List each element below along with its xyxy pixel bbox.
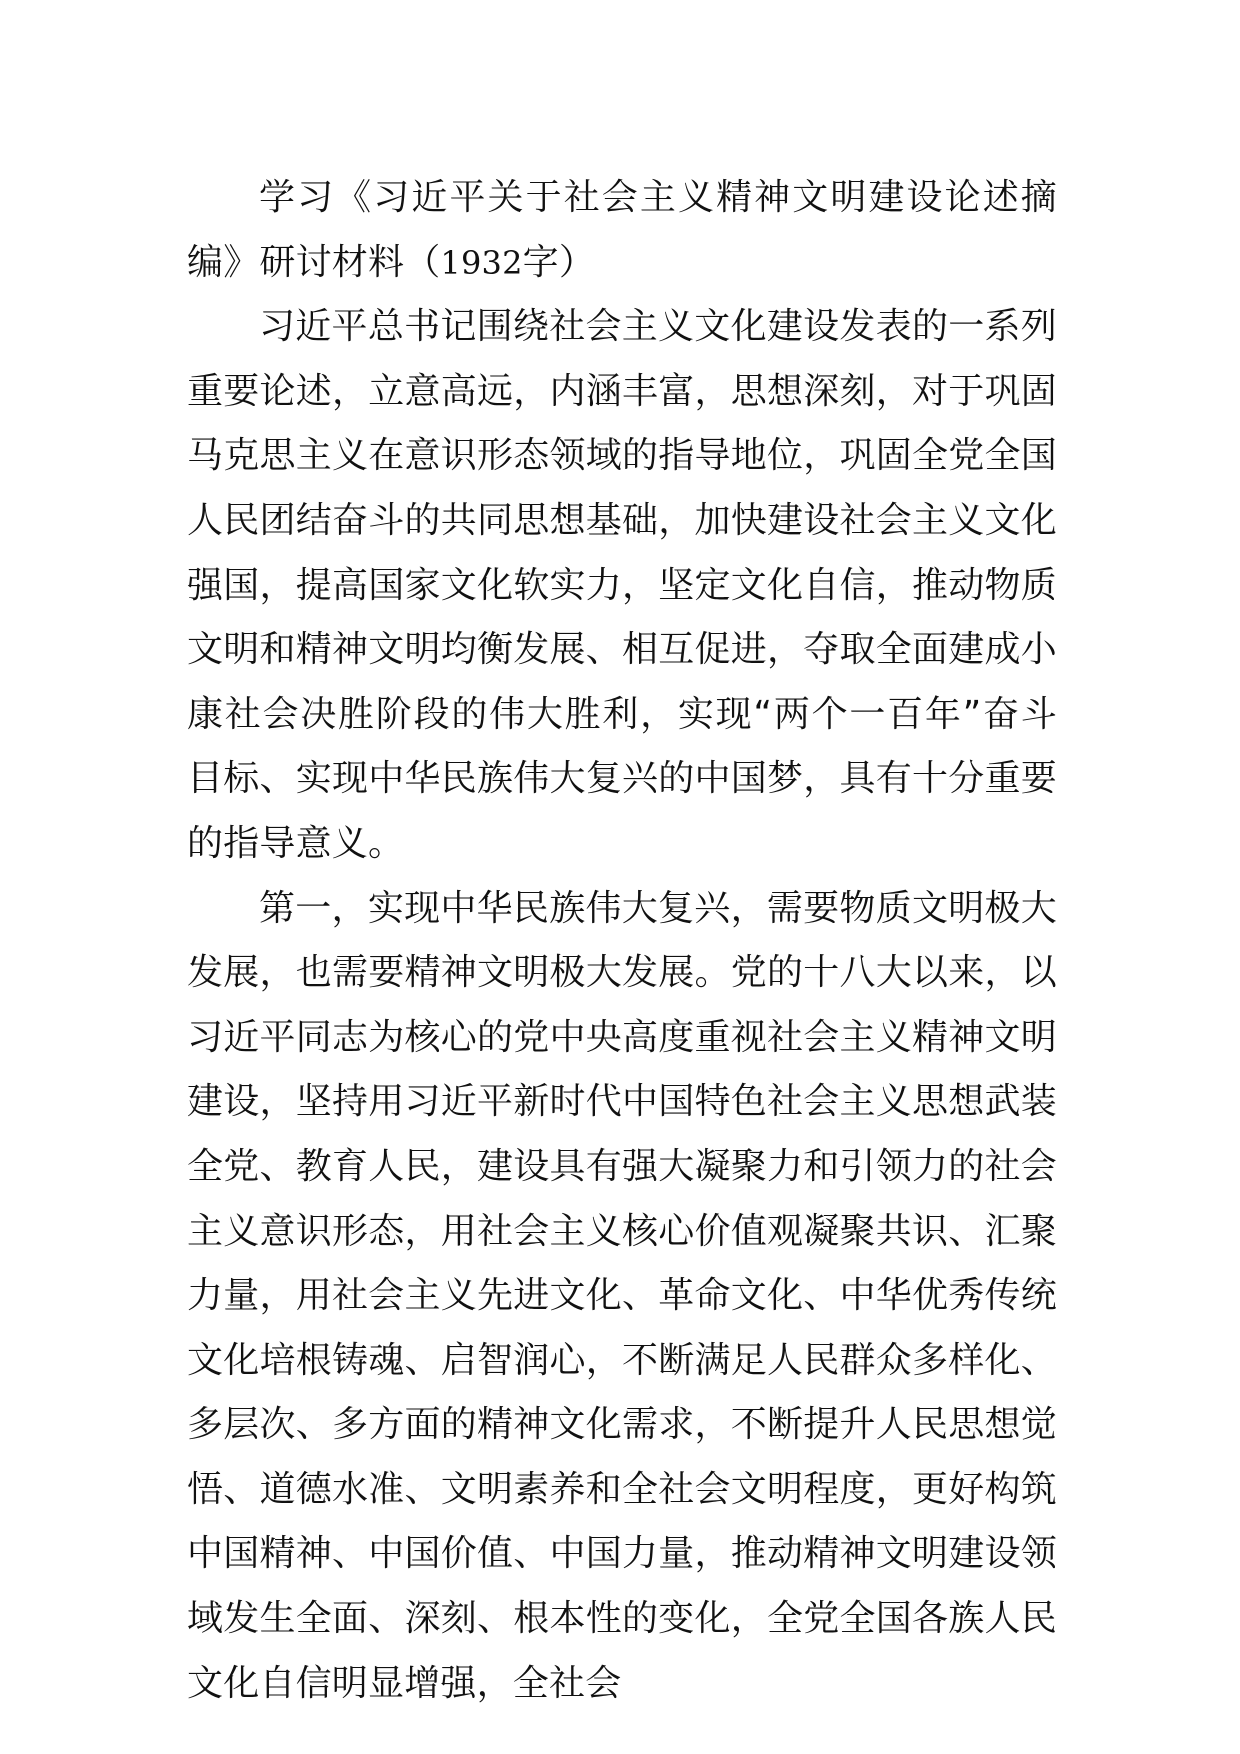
title-text: 学习《习近平关于社会主义精神文明建设论述摘编》研讨材料（	[187, 177, 1057, 283]
paragraph-intro: 习近平总书记围绕社会主义文化建设发表的一系列重要论述，立意高远，内涵丰富，思想深刻，对于巩固马克思主义在意识形态领域的指导地位，巩固全党全国人民团结奋斗的共同思想基础，加快建设社会主义文化强国，提高国家文化软实力，坚定文化自信，推动物质文明和精神文明均衡发展、相互促进，夺取全面建成小康社会决胜阶段的伟大胜利，实现“两个一百年”奋斗目标、实现中华民族伟大复兴的中国梦，具有十分重要的指导意义。	[187, 306, 1057, 864]
title-suffix: 字）	[522, 241, 596, 283]
document-title	[187, 166, 1057, 295]
word-count: 1932	[440, 243, 523, 282]
document-body	[187, 166, 1057, 1716]
paragraph-first-point: 第一，实现中华民族伟大复兴，需要物质文明极大发展，也需要精神文明极大发展。党的十八大以来，以习近平同志为核心的党中央高度重视社会主义精神文明建设，坚持用习近平新时代中国特色社会主义思想武装全党、教育人民，建设具有强大凝聚力和引领力的社会主义意识形态，用社会主义核心价值观凝聚共识、汇聚力量，用社会主义先进文化、革命文化、中华优秀传统文化培根铸魂、启智润心，不断满足人民群众多样化、多层次、多方面的精神文化需求，不断提升人民思想觉悟、道德水准、文明素养和全社会文明程度，更好构筑中国精神、中国价值、中国力量，推动精神文明建设领域发生全面、深刻、根本性的变化，全党全国各族人民文化自信明显增强，全社会	[187, 887, 1057, 1704]
